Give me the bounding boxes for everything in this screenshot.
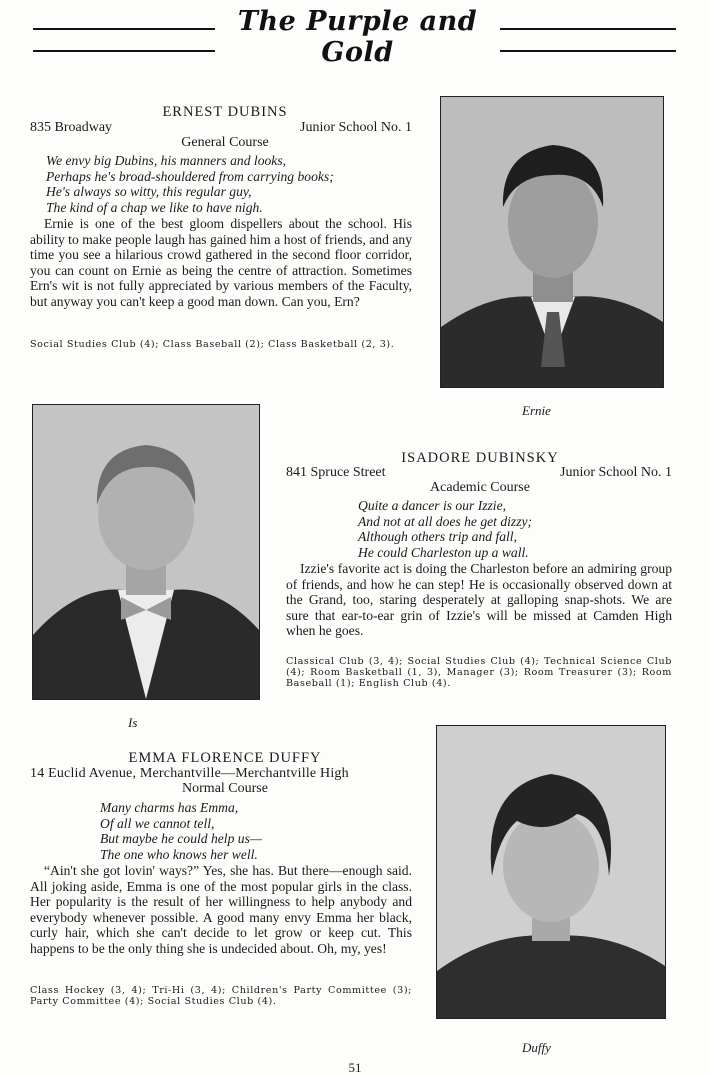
verse-line: Many charms has Emma,	[100, 800, 239, 815]
portrait-illustration	[437, 726, 665, 1018]
student-portrait-photo	[440, 96, 664, 388]
student-verse	[46, 153, 334, 215]
student-name: EMMA FLORENCE DUFFY	[128, 750, 322, 766]
student-verse	[358, 498, 532, 560]
verse-line: Perhaps he's broad-shouldered from carrying books;	[46, 168, 334, 184]
verse-line: And not at all does he get dizzy;	[358, 513, 533, 529]
portrait-illustration	[33, 405, 259, 699]
student-activities: Social Studies Club (4); Class Baseball (2); Class Basketball (2, 3).	[30, 339, 395, 350]
student-name: ISADORE DUBINSKY	[401, 450, 559, 466]
photo-caption: Duffy	[522, 1040, 551, 1055]
student-course: Academic Course	[430, 480, 530, 495]
student-name: ERNEST DUBINS	[162, 104, 288, 120]
student-biography: Ernie is one of the best gloom dispellers about the school. His ability to make people laugh has gained him a host of friends, and any time you see a hilarious crowd gathered in the second floor corridor, you can count on Ernie as being the centre of attraction. Sometimes Ern's wit is not fully appreciated by various members of the Faculty, but anyway you can't keep a good man down. Can you, Ern?	[30, 216, 412, 309]
student-portrait-photo	[32, 404, 260, 700]
verse-line: He's always so witty, this regular guy,	[46, 184, 252, 199]
student-address: 835 Broadway	[30, 120, 113, 135]
student-address: 14 Euclid Avenue, Merchantville—Merchantville High	[30, 766, 349, 781]
verse-line: Of all we cannot tell,	[100, 815, 215, 831]
student-course: General Course	[181, 135, 269, 150]
student-prior-school: Junior School No. 1	[300, 120, 412, 135]
student-biography: Izzie's favorite act is doing the Charleston before an admiring group of friends, and how he can step! He is occasionally observed down at the Grand, too, staring desperately at galloping snap-shots. We are sure that ear-to-ear grin of Izzie's will be missed at Camden High when he goes.	[286, 561, 672, 639]
header-rule-left	[33, 28, 223, 30]
verse-line: The kind of a chap we like to have nigh.	[46, 199, 263, 215]
verse-line: Although others trip and fall,	[358, 529, 517, 544]
verse-line: But maybe he could help us—	[100, 831, 262, 846]
student-activities: Classical Club (3, 4); Social Studies Club (4); Technical Science Club (4); Room Basketball (1, 3), Manager (3); Room Treasurer (3); Room Baseball (1); English Club (4).	[286, 656, 672, 689]
student-address: 841 Spruce Street	[286, 465, 386, 480]
photo-caption: Is	[128, 715, 138, 730]
header-rule-right	[490, 28, 676, 30]
portrait-illustration	[441, 97, 663, 387]
verse-line: The one who knows her well.	[100, 846, 258, 862]
page-number: 51	[348, 1060, 362, 1075]
student-prior-school: Junior School No. 1	[560, 465, 672, 480]
verse-line: We envy big Dubins, his manners and looks,	[46, 153, 287, 168]
student-course: Normal Course	[182, 781, 268, 796]
photo-caption: Ernie	[522, 403, 551, 418]
student-activities: Class Hockey (3, 4); Tri-Hi (3, 4); Children's Party Committee (3); Party Committee (4); Social Studies Club (4).	[30, 985, 412, 1007]
student-portrait-photo	[436, 725, 666, 1019]
verse-line: He could Charleston up a wall.	[358, 544, 529, 560]
student-biography: “Ain't she got lovin' ways?” Yes, she has. But there—enough said. All joking aside, Emma is one of the most popular girls in the class. Her popularity is the result of her willingness to help anybody and everybody whenever possible. A good many envy Emma her black, curly hair, which she can't decide to let grow or keep cut. This happens to be the only thing she is undecided about. Oh, my, yes!	[30, 863, 412, 956]
student-verse	[100, 800, 262, 862]
page-header-title: The Purple and Gold	[215, 6, 500, 68]
verse-line: Quite a dancer is our Izzie,	[358, 498, 507, 513]
